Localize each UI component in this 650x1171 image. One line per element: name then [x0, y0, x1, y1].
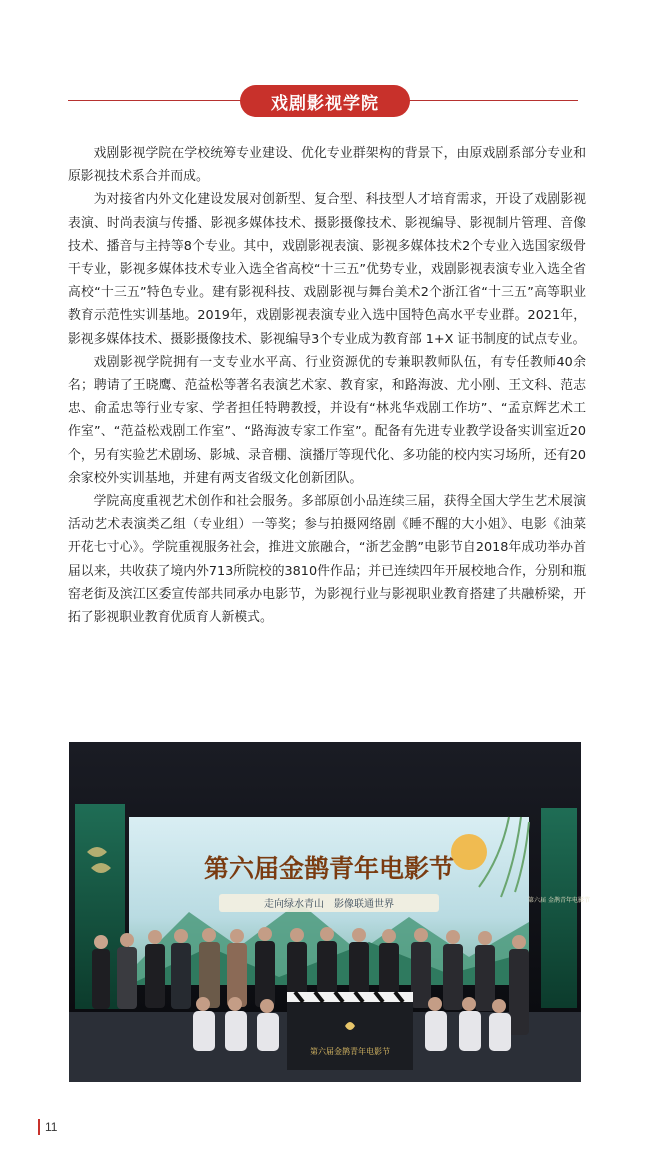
screen-slogan: 走向绿水青山 影像联通世界	[264, 899, 394, 910]
page-number: 11	[38, 1119, 57, 1135]
clapperboard-podium	[287, 992, 413, 1070]
clapper-text: 第六届金鹊青年电影节	[310, 1047, 390, 1056]
paragraph: 学院高度重视艺术创作和社会服务。多部原创小品连续三届，获得全国大学生艺术展演活动艺术表演类乙组（专业组）一等奖；参与拍摄网络剧《睡不醒的大小姐》、电影《油菜开花七寸心》。学院重视服务社会，推进文旅融合，“浙艺金鹊”电影节自2018年成功举办首届以来，共收获了境内外713所院校的3810件作品；并已连续四年开展校地合作，分别和瓶窑老街及滨江区委宣传部共同承办电影节，为影视行业与影视职业教育搭建了共融桥梁，开拓了影视职业教育优质育人新模式。	[68, 494, 586, 626]
side-banner-right	[541, 808, 577, 1008]
side-banner-text: 第六届 金鹊青年电影节	[528, 897, 590, 904]
screen-title: 第六届金鹊青年电影节	[203, 854, 455, 883]
event-photo	[69, 742, 590, 1082]
paragraph: 戏剧影视学院拥有一支专业水平高、行业资源优的专兼职教师队伍，有专任教师40余名；聘请了王晓鹰、范益松等著名表演艺术家、教育家，和路海波、尤小刚、王文科、范志忠、俞孟忠等行业专家、学者担任特聘教授，并设有“林兆华戏剧工作坊”、“孟京辉艺术工作室”、“范益松戏剧工作室”、“路海波专家工作室”。配备有先进专业教学设备实训室近20个，另有实验艺术剧场、影城、录音棚、演播厅等现代化、多功能的校内实习场所，还有20余家校外实训基地，并建有两支省级文化创新团队。	[68, 354, 586, 486]
event-photo-illustration	[69, 742, 590, 1082]
section-title: 戏剧影视学院	[240, 85, 410, 117]
body-text	[68, 142, 586, 629]
paragraph: 戏剧影视学院在学校统筹专业建设、优化专业群架构的背景下，由原戏剧系部分专业和原影视技术系合并而成。	[68, 146, 586, 185]
paragraph: 为对接省内外文化建设发展对创新型、复合型、科技型人才培育需求，开设了戏剧影视表演、时尚表演与传播、影视多媒体技术、摄影摄像技术、影视编导、影视制片管理、音像技术、播音与主持等8个专业。其中，戏剧影视表演、影视多媒体技术2个专业入选国家级骨干专业，影视多媒体技术专业入选全省高校“十三五”优势专业，戏剧影视表演专业入选全省高校“十三五”特色专业。建有影视科技、戏剧影视与舞台美术2个浙江省“十三五”高等职业教育示范性实训基地。2019年，戏剧影视表演专业入选中国特色高水平专业群。2021年，影视多媒体技术、摄影摄像技术、影视编导3个专业成为教育部 1+X 证书制度的试点专业。	[68, 192, 586, 347]
